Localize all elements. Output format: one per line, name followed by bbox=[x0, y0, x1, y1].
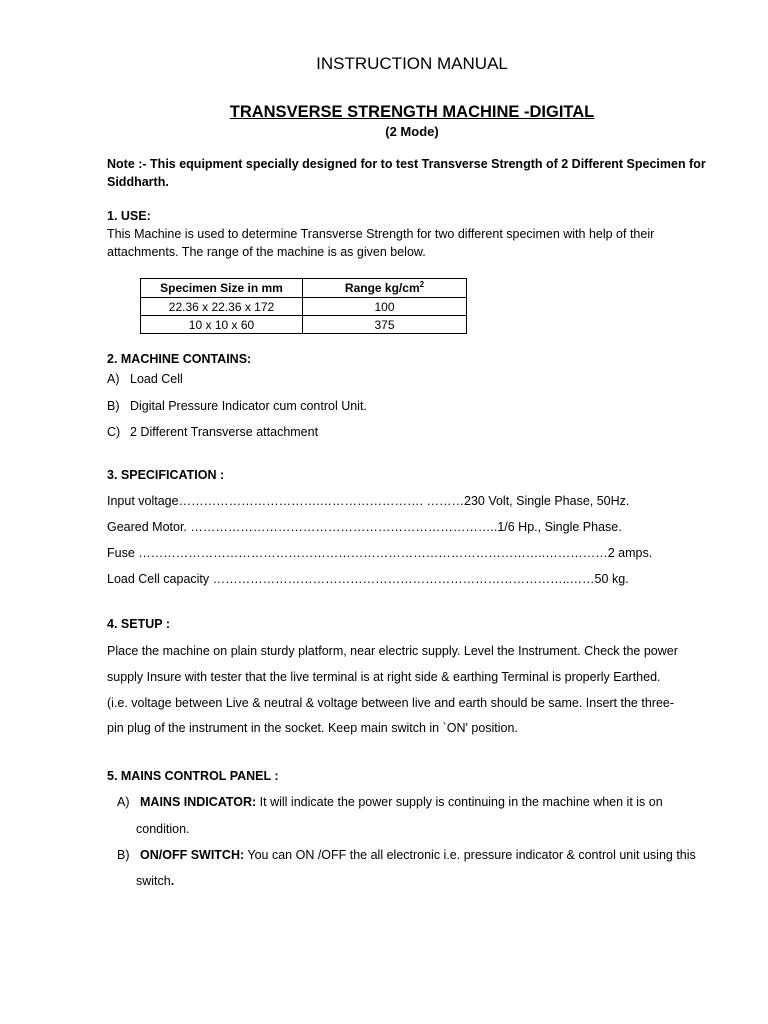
note-line-2: Siddharth. bbox=[107, 175, 169, 189]
use-line-1: This Machine is used to determine Transverse Strength for two different specimen with help of their bbox=[107, 227, 655, 241]
list-item bbox=[117, 795, 663, 809]
document-title: INSTRUCTION MANUAL bbox=[316, 54, 508, 73]
setup-line: (i.e. voltage between Live & neutral & voltage between live and earth should be same. Insert the three- bbox=[107, 696, 675, 710]
list-item bbox=[107, 425, 318, 439]
machine-heading: TRANSVERSE STRENGTH MACHINE -DIGITAL bbox=[229, 103, 595, 121]
table-row bbox=[141, 298, 467, 316]
list-item-label: A) bbox=[107, 372, 120, 386]
list-item-label: C) bbox=[107, 425, 121, 439]
table-cell-range: 375 bbox=[303, 316, 467, 334]
list-item-continuation bbox=[136, 874, 174, 888]
list-item bbox=[117, 848, 696, 862]
list-item bbox=[107, 372, 183, 386]
use-line-2: attachments. The range of the machine is as given below. bbox=[107, 245, 426, 259]
setup-line: pin plug of the instrument in the socket. Keep main switch in `ON' position. bbox=[107, 721, 518, 735]
table-cell-size: 22.36 x 22.36 x 172 bbox=[141, 298, 303, 316]
table-header-range bbox=[303, 279, 467, 298]
continuation-text: switch bbox=[136, 874, 171, 888]
list-item-text: It will indicate the power supply is continuing in the machine when it is on bbox=[256, 795, 663, 809]
mains-indicator-label: MAINS INDICATOR: bbox=[140, 795, 257, 809]
range-unit: Range kg/cm bbox=[344, 281, 420, 295]
list-item-text: Load Cell bbox=[130, 372, 183, 386]
onoff-switch-label: ON/OFF SWITCH: bbox=[140, 848, 245, 862]
list-item-text: You can ON /OFF the all electronic i.e. pressure indicator & control unit using this bbox=[244, 848, 696, 862]
list-item-text: Digital Pressure Indicator cum control Unit. bbox=[130, 399, 367, 413]
note-line-1: Note :- This equipment specially designed for to test Transverse Strength of 2 Different Specimen for bbox=[107, 157, 706, 171]
spec-line: Input voltage…………………………….……………………. ………230 Volt, Single Phase, 50Hz. bbox=[107, 494, 630, 508]
range-unit-exponent: 2 bbox=[419, 280, 425, 289]
setup-line: Place the machine on plain sturdy platform, near electric supply. Level the Instrument. Check the power bbox=[107, 644, 678, 658]
spec-line: Load Cell capacity …………………………………………………………………………..……50 kg. bbox=[107, 572, 629, 586]
use-heading: 1. USE: bbox=[107, 209, 151, 223]
specification-heading: 3. SPECIFICATION : bbox=[107, 468, 225, 482]
mains-heading: 5. MAINS CONTROL PANEL : bbox=[107, 769, 279, 783]
list-item bbox=[107, 399, 367, 413]
table-cell-size: 10 x 10 x 60 bbox=[141, 316, 303, 334]
table-row bbox=[141, 316, 467, 334]
table-cell-range: 100 bbox=[303, 298, 467, 316]
list-item-label: A) bbox=[117, 795, 130, 809]
setup-heading: 4. SETUP : bbox=[107, 617, 170, 631]
mode-subheading: (2 Mode) bbox=[385, 124, 439, 139]
spec-line: Fuse ……………………………………………………………………………………..……………2 amps. bbox=[107, 546, 653, 560]
list-item-continuation: condition. bbox=[136, 822, 190, 836]
range-table bbox=[140, 278, 467, 334]
table-header-size: Specimen Size in mm bbox=[141, 279, 303, 298]
list-item-label: B) bbox=[107, 399, 120, 413]
contains-heading: 2. MACHINE CONTAINS: bbox=[107, 352, 252, 366]
list-item-label: B) bbox=[117, 848, 130, 862]
table-header-row bbox=[141, 279, 467, 298]
spec-line: Geared Motor. ………………………………………………………………..1/6 Hp., Single Phase. bbox=[107, 520, 622, 534]
list-item-text: 2 Different Transverse attachment bbox=[130, 425, 319, 439]
setup-line: supply Insure with tester that the live terminal is at right side & earthing Terminal is properly Earthed. bbox=[107, 670, 661, 684]
continuation-period: . bbox=[170, 874, 175, 888]
